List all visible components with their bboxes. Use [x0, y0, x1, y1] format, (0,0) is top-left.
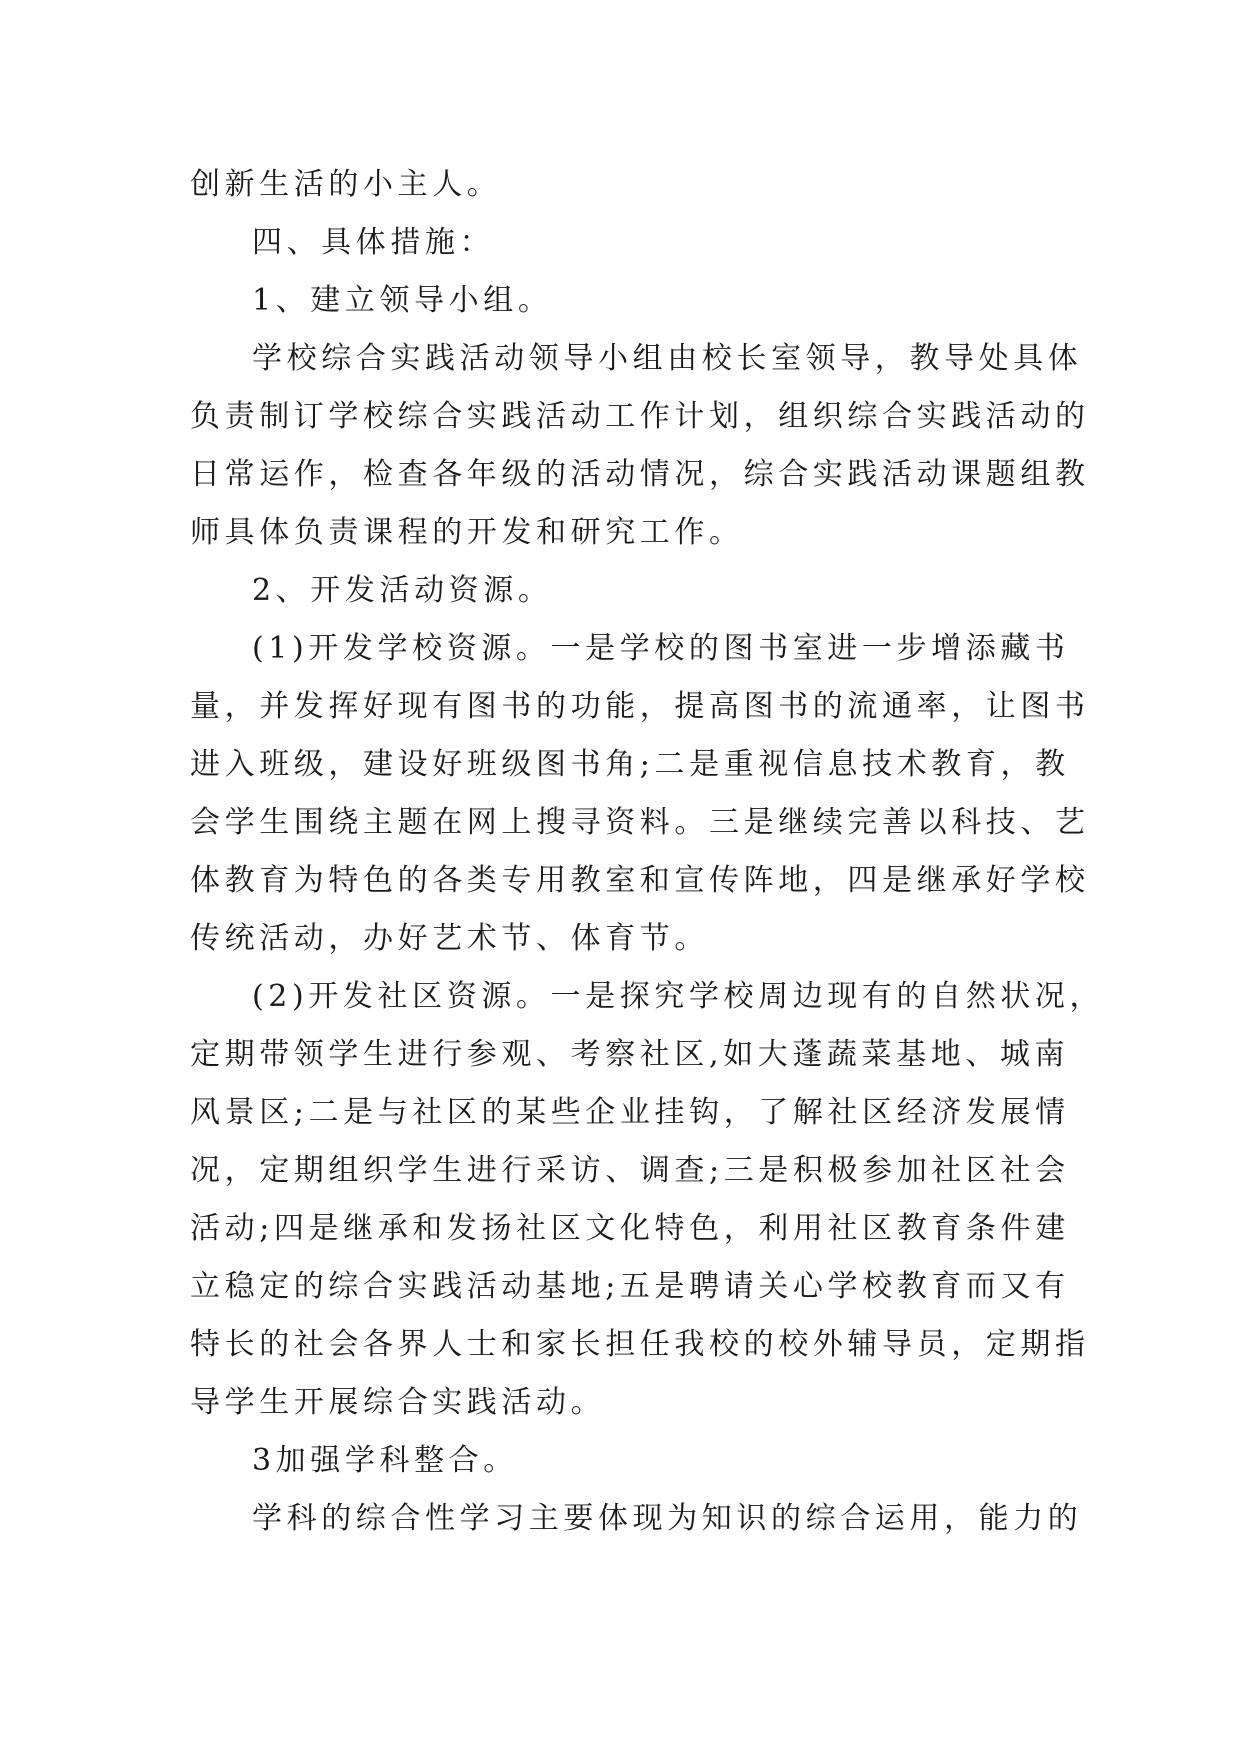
text-line: 特长的社会各界人士和家长担任我校的校外辅导员，定期指: [190, 1327, 1090, 1362]
text-line: 量，并发挥好现有图书的功能，提高图书的流通率，让图书: [190, 689, 1090, 724]
text-line: 定期带领学生进行参观、考察社区,如大蓬蔬菜基地、城南: [190, 1037, 1070, 1072]
section-heading: 四、具体措施：: [252, 225, 495, 260]
text-line: 会学生围绕主题在网上搜寻资料。三是继续完善以科技、艺: [190, 805, 1090, 840]
subsection-heading: 1、建立领导小组。: [252, 283, 553, 318]
subsection-heading: 2、开发活动资源。: [252, 573, 553, 608]
text-line: 进入班级，建设好班级图书角;二是重视信息技术教育，教: [190, 747, 1070, 782]
text-line: 活动;四是继承和发扬社区文化特色，利用社区教育条件建: [190, 1211, 1070, 1246]
paragraph-first-line: 学校综合实践活动领导小组由校长室领导，教导处具体: [252, 341, 1083, 376]
text-line: 风景区;二是与社区的某些企业挂钩，了解社区经济发展情: [190, 1095, 1070, 1130]
text-line: 立稳定的综合实践活动基地;五是聘请关心学校教育而又有: [190, 1269, 1070, 1304]
text-line: 体教育为特色的各类专用教室和宣传阵地，四是继承好学校: [190, 863, 1090, 898]
text-line: 师具体负责课程的开发和研究工作。: [190, 515, 744, 550]
paragraph-first-line: (1)开发学校资源。一是学校的图书室进一步增添藏书: [252, 631, 1070, 666]
text-line: 日常运作，检查各年级的活动情况，综合实践活动课题组教: [190, 457, 1090, 492]
paragraph-first-line: 学科的综合性学习主要体现为知识的综合运用，能力的: [252, 1501, 1083, 1536]
text-line: 况，定期组织学生进行采访、调查;三是积极参加社区社会: [190, 1153, 1070, 1188]
text-line: 导学生开展综合实践活动。: [190, 1385, 606, 1420]
text-line: 负责制订学校综合实践活动工作计划，组织综合实践活动的: [190, 399, 1090, 434]
text-line: 创新生活的小主人。: [190, 167, 502, 202]
paragraph-first-line: (2)开发社区资源。一是探究学校周边现有的自然状况，: [252, 979, 1105, 1014]
text-line: 传统活动，办好艺术节、体育节。: [190, 921, 709, 956]
subsection-heading: 3加强学科整合。: [252, 1443, 518, 1478]
